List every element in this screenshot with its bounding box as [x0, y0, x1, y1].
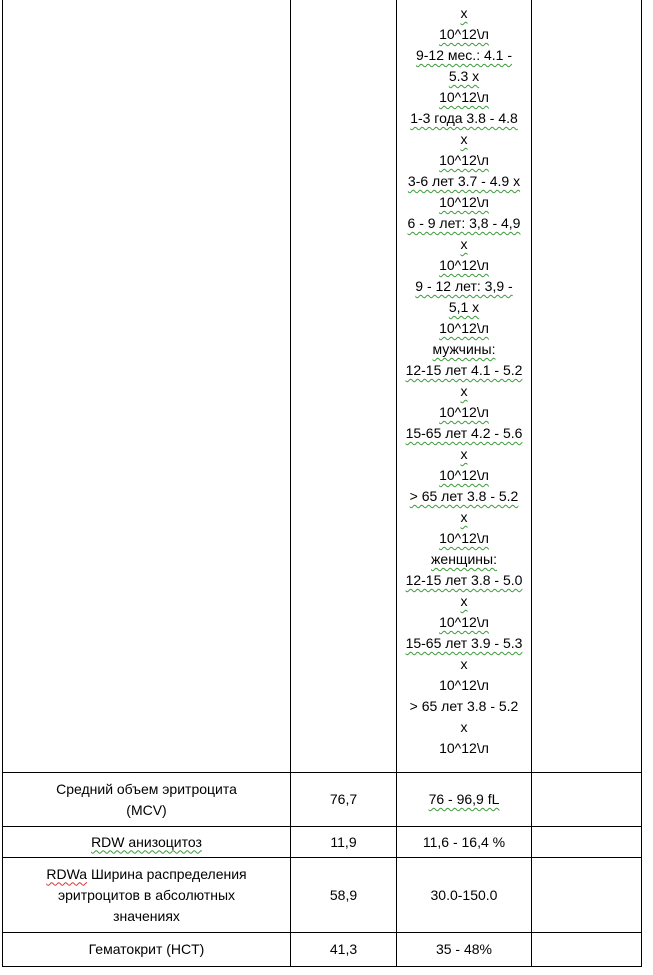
grid-line [641, 0, 642, 967]
ref-line: 5.3 х [448, 68, 480, 84]
ref-line: 10^12\л [439, 677, 489, 693]
ref-line: 10^12\л [439, 320, 489, 336]
ref-line: 9-12 мес.: 4.1 - [415, 47, 512, 63]
ref-line: х [460, 593, 468, 609]
ref-line: 10^12\л [439, 26, 489, 42]
ref-line: 10^12\л [439, 89, 489, 105]
ref-line: х [460, 719, 468, 735]
ref-line: 1-3 года 3.8 - 4.8 [410, 110, 518, 126]
table-row [3, 933, 290, 966]
result-value: 76,7 [329, 791, 358, 807]
ref-line: х [460, 656, 468, 672]
ref-line: 10^12\л [439, 530, 489, 546]
ref-line: 10^12\л [439, 740, 489, 756]
ref-line: 10^12\л [439, 614, 489, 630]
result-value: 41,3 [329, 941, 358, 957]
ref-line: 5,1 х [448, 299, 480, 315]
test-name: эритроцитов в абсолютных [57, 886, 236, 903]
ref-line: 15-65 лет 4.2 - 5.6 [405, 425, 523, 441]
ref-line: 12-15 лет 3.8 - 5.0 [405, 572, 523, 588]
test-name: значениях [113, 907, 180, 924]
test-name: Средний объем эритроцита [56, 780, 237, 797]
result-value: 58,9 [329, 886, 358, 903]
ref-line: 15-65 лет 3.9 - 5.3 [405, 635, 523, 651]
ref-line: 9 - 12 лет: 3,9 - [415, 278, 513, 294]
reference-value: 35 - 48% [435, 941, 493, 957]
ref-line: > 65 лет 3.8 - 5.2 [409, 698, 519, 714]
ref-line: 10^12\л [439, 467, 489, 483]
ref-line: 10^12\л [439, 257, 489, 273]
grid-line [531, 0, 532, 967]
table-row [3, 827, 290, 857]
test-name: RDWa Ширина распределения [46, 865, 247, 882]
ref-line: женщины: [431, 551, 497, 567]
reference-value: 76 - 96,9 fL [428, 791, 500, 807]
ref-line: х [460, 236, 468, 252]
grid-line [2, 966, 642, 967]
ref-line: 10^12\л [439, 152, 489, 168]
ref-line: 10^12\л [439, 194, 489, 210]
ref-line: х [460, 5, 468, 21]
reference-value: 30.0-150.0 [430, 886, 498, 903]
ref-line: 3-6 лет 3.7 - 4.9 х [407, 173, 521, 189]
ref-line: мужчины: [432, 341, 496, 357]
ref-line: 10^12\л [439, 404, 489, 420]
reference-value: 11,6 - 16,4 % [422, 833, 506, 850]
ref-line: 12-15 лет 4.1 - 5.2 [405, 362, 523, 378]
ref-line: х [460, 383, 468, 399]
result-value: 11,9 [330, 833, 357, 850]
test-name: (MCV) [126, 801, 167, 818]
test-name: Гематокрит (HCT) [88, 941, 205, 957]
test-name: RDW анизоцитоз [91, 833, 202, 850]
ref-line: х [460, 446, 468, 462]
ref-line: 6 - 9 лет: 3,8 - 4,9 [407, 215, 521, 231]
table-row [3, 858, 290, 932]
ref-line: х [460, 509, 468, 525]
ref-line: х [460, 131, 468, 147]
ref-line: > 65 лет 3.8 - 5.2 [409, 488, 519, 504]
table-row [3, 773, 290, 826]
